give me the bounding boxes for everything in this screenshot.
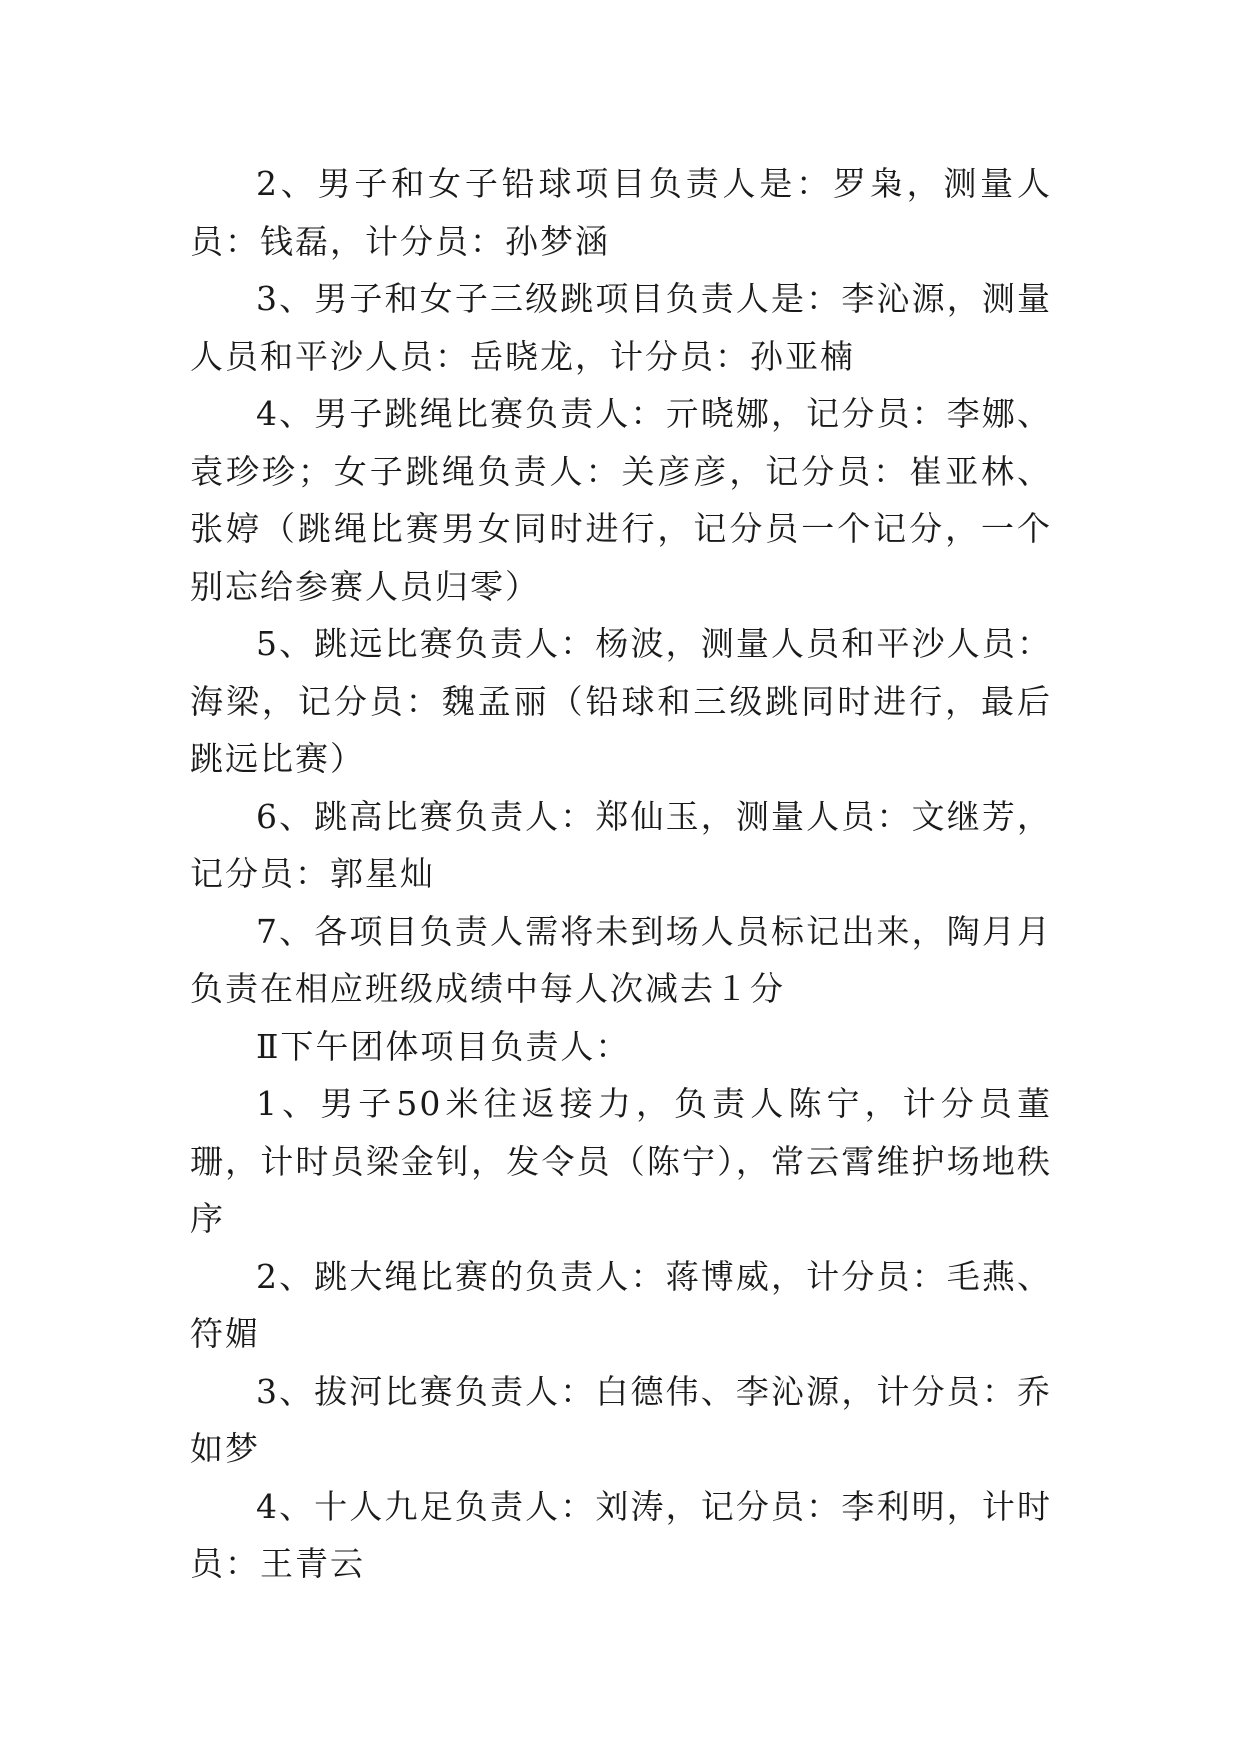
- paragraph-high-jump: 6、跳高比赛负责人：郑仙玉，测量人员：文继芳，记分员：郭星灿: [190, 796, 1052, 893]
- paragraph-long-jump: 5、跳远比赛负责人：杨波，测量人员和平沙人员：海梁，记分员：魏孟丽（铅球和三级跳同时进行，最后跳远比赛）: [190, 624, 1052, 778]
- paragraph-long-rope: 2、跳大绳比赛的负责人：蒋博威，计分员：毛燕、符媚: [190, 1256, 1052, 1353]
- section-heading-afternoon-team-events: Ⅱ下午团体项目负责人：: [256, 1026, 631, 1066]
- paragraph-shot-put: 2、男子和女子铅球项目负责人是：罗枭，测量人员：钱磊，计分员：孙梦涵: [190, 164, 1052, 261]
- document-body: [190, 155, 1052, 1593]
- paragraph-ten-person-nine-legs: 4、十人九足负责人：刘涛，记分员：李利明，计时员：王青云: [190, 1486, 1052, 1583]
- paragraph-relay: 1、男子50米往返接力，负责人陈宁，计分员董珊，计时员梁金钊，发令员（陈宁），常云霄维护场地秩序: [190, 1084, 1052, 1238]
- paragraph-absence-penalty: 7、各项目负责人需将未到场人员标记出来，陶月月负责在相应班级成绩中每人次减去１分: [190, 911, 1052, 1008]
- paragraph-tug-of-war: 3、拔河比赛负责人：白德伟、李沁源，计分员：乔如梦: [190, 1371, 1052, 1468]
- paragraph-triple-jump: 3、男子和女子三级跳项目负责人是：李沁源，测量人员和平沙人员：岳晓龙，计分员：孙亚楠: [190, 279, 1052, 376]
- paragraph-rope-skipping: 4、男子跳绳比赛负责人：亓晓娜，记分员：李娜、袁珍珍；女子跳绳负责人：关彦彦，记分员：崔亚林、张婷（跳绳比赛男女同时进行，记分员一个记分，一个别忘给参赛人员归零）: [190, 394, 1052, 606]
